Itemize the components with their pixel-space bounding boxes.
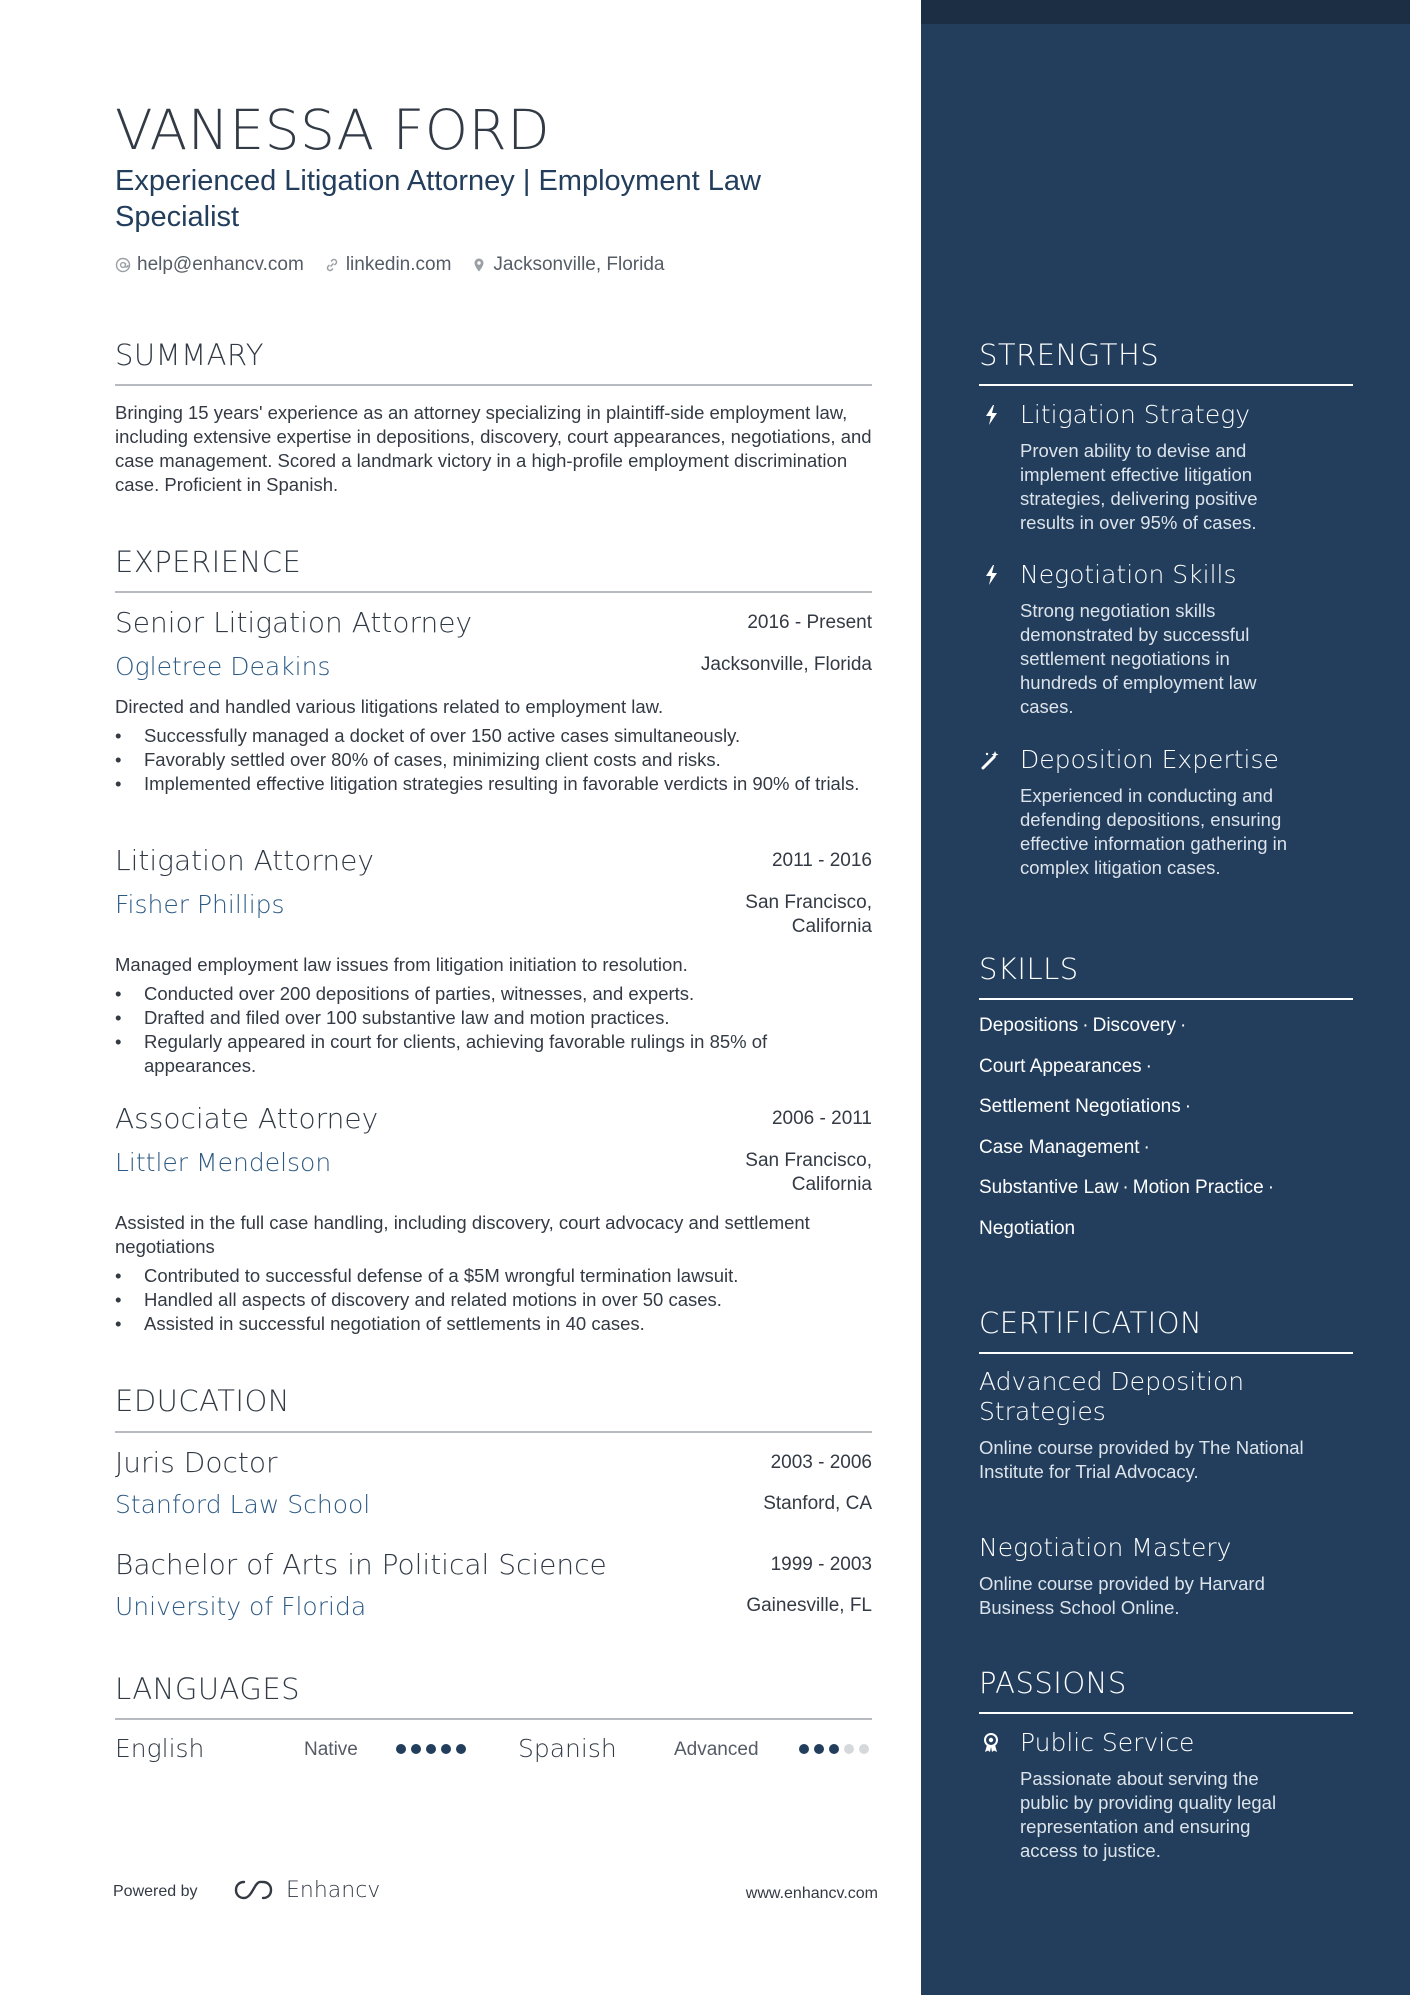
skill-tag: Motion Practice <box>1132 1177 1264 1198</box>
job-location-line: San Francisco, <box>745 1150 872 1171</box>
strength-desc: Strong negotiation skills demonstrated by successful settlement negotiations in hundreds of employment law cases. <box>1020 600 1257 717</box>
job-description: Assisted in the full case handling, including discovery, court advocacy and settlement negotiations <box>115 1212 810 1257</box>
list-item: • Drafted and filed over 100 substantive law and motion practices. <box>115 1006 875 1030</box>
candidate-headline: Experienced Litigation Attorney | Employment Law Specialist <box>115 165 761 233</box>
job-description: Managed employment law issues from litigation initiation to resolution. <box>115 954 688 975</box>
languages-divider <box>115 1718 872 1720</box>
contact-linkedin-text: linkedin.com <box>345 254 452 275</box>
skill-row: Case Management · <box>979 1136 1150 1158</box>
list-item: • Successfully managed a docket of over 150 active cases simultaneously. <box>115 724 875 748</box>
job-title: Litigation Attorney <box>115 844 374 877</box>
strengths-divider <box>979 384 1353 386</box>
certification-divider <box>979 1352 1353 1354</box>
skill-tag: Settlement Negotiations <box>979 1096 1181 1117</box>
list-item: • Regularly appeared in court for clients, achieving favorable rulings in 85% of appearances. <box>115 1030 875 1078</box>
job-date: 2006 - 2011 <box>771 1108 872 1129</box>
education-location: Gainesville, FL <box>746 1595 872 1616</box>
contact-email-text: help@enhancv.com <box>137 254 304 275</box>
job-company: Ogletree Deakins <box>115 652 331 681</box>
education-date: 1999 - 2003 <box>770 1554 872 1575</box>
sidebar-top-bar <box>921 0 1410 24</box>
education-location: Stanford, CA <box>763 1493 872 1514</box>
contact-location <box>471 254 664 276</box>
job-title: Senior Litigation Attorney <box>115 606 473 639</box>
job-location-line: California <box>791 916 872 937</box>
education-degree: Juris Doctor <box>115 1446 278 1479</box>
magic-wand-icon <box>980 749 1000 771</box>
lightning-bolt-icon <box>982 404 1002 426</box>
certification-desc: Online course provided by The National Institute for Trial Advocacy. <box>979 1437 1304 1482</box>
footer-url[interactable]: www.enhancv.com <box>745 1885 878 1902</box>
education-divider <box>115 1431 872 1433</box>
location-pin-icon <box>471 257 487 273</box>
strengths-title: STRENGTHS <box>979 338 1160 372</box>
skill-tag: Negotiation <box>979 1217 1076 1239</box>
education-school: University of Florida <box>115 1592 367 1621</box>
language-level: Advanced <box>674 1739 759 1760</box>
education-date: 2003 - 2006 <box>770 1452 872 1473</box>
list-item: • Conducted over 200 depositions of parties, witnesses, and experts. <box>115 982 875 1006</box>
list-item: • Handled all aspects of discovery and related motions in over 50 cases. <box>115 1288 875 1312</box>
rating-dot <box>859 1744 869 1754</box>
skill-tag: Depositions <box>979 1015 1079 1036</box>
candidate-name: VANESSA FORD <box>115 98 551 162</box>
education-title: EDUCATION <box>115 1384 291 1418</box>
language-name: English <box>115 1734 205 1763</box>
rating-dot <box>426 1744 436 1754</box>
job-description: Directed and handled various litigations related to employment law. <box>115 696 664 717</box>
summary-text: Bringing 15 years' experience as an attorney specializing in plaintiff-side employment law, including extensive expertise in depositions, discovery, court appearances, negotiations, and case management. Scored a landmark victory in a high-profile employment discrimination case. Proficient in Spanish. <box>115 402 872 495</box>
job-location <box>745 891 872 939</box>
education-degree: Bachelor of Arts in Political Science <box>115 1548 607 1581</box>
strength-title: Negotiation Skills <box>1020 560 1237 589</box>
skills-list <box>979 1014 1399 1257</box>
job-company: Fisher Phillips <box>115 890 285 919</box>
passions-divider <box>979 1712 1353 1714</box>
job-location-line: California <box>791 1174 872 1195</box>
skill-tag: Discovery <box>1092 1015 1177 1036</box>
skill-row: Settlement Negotiations · <box>979 1096 1192 1117</box>
strength-desc: Experienced in conducting and defending depositions, ensuring effective information gathering in complex litigation cases. <box>1020 785 1288 878</box>
job-location <box>745 1149 872 1197</box>
language-rating-spanish <box>799 1744 874 1754</box>
rating-dot <box>456 1744 466 1754</box>
skills-divider <box>979 998 1353 1000</box>
summary-divider <box>115 384 872 386</box>
skill-tag: Court Appearances <box>979 1055 1142 1077</box>
experience-divider <box>115 591 872 593</box>
certification-desc: Online course provided by Harvard Business School Online. <box>979 1573 1265 1618</box>
skill-row <box>979 1217 1399 1258</box>
contact-email[interactable] <box>115 254 304 276</box>
rating-dot <box>829 1744 839 1754</box>
summary-title: SUMMARY <box>115 338 265 372</box>
contact-info <box>115 254 685 276</box>
enhancv-logo-icon <box>232 1877 278 1903</box>
language-rating-english <box>396 1744 471 1754</box>
rating-dot <box>814 1744 824 1754</box>
rating-dot <box>844 1744 854 1754</box>
award-ribbon-icon <box>981 1732 1001 1754</box>
certification-name: Advanced Deposition Strategies <box>979 1367 1245 1426</box>
passion-desc: Passionate about serving the public by providing quality legal representation and ensuring access to justice. <box>1020 1768 1277 1861</box>
skill-row: Court Appearances · <box>979 1055 1152 1077</box>
passions-title: PASSIONS <box>979 1666 1127 1700</box>
passion-title: Public Service <box>1020 1728 1195 1757</box>
language-name: Spanish <box>518 1734 617 1763</box>
skill-row: Substantive Law · Motion Practice · <box>979 1177 1275 1198</box>
at-icon <box>115 257 131 273</box>
languages-title: LANGUAGES <box>115 1672 301 1706</box>
list-item: • Favorably settled over 80% of cases, minimizing client costs and risks. <box>115 748 875 772</box>
certification-name: Negotiation Mastery <box>979 1533 1232 1562</box>
link-icon <box>324 257 340 273</box>
job-title: Associate Attorney <box>115 1102 379 1135</box>
rating-dot <box>411 1744 421 1754</box>
job-date: 2016 - Present <box>747 612 872 633</box>
job-company: Littler Mendelson <box>115 1148 332 1177</box>
language-level: Native <box>304 1739 358 1760</box>
job-location-line: San Francisco, <box>745 892 872 913</box>
enhancv-brand: Enhancv <box>286 1877 381 1903</box>
list-item: • Contributed to successful defense of a $5M wrongful termination lawsuit. <box>115 1264 875 1288</box>
skills-title: SKILLS <box>979 952 1079 986</box>
skill-tag: Substantive Law <box>979 1177 1119 1198</box>
contact-linkedin[interactable] <box>324 254 452 276</box>
contact-location-text: Jacksonville, Florida <box>493 254 665 275</box>
list-item: • Assisted in successful negotiation of settlements in 40 cases. <box>115 1312 875 1336</box>
list-item: • Implemented effective litigation strategies resulting in favorable verdicts in 90% of trials. <box>115 772 875 796</box>
powered-by-label: Powered by <box>113 1883 198 1900</box>
job-bullets <box>115 1264 875 1336</box>
certification-title: CERTIFICATION <box>979 1306 1203 1340</box>
rating-dot <box>799 1744 809 1754</box>
education-school: Stanford Law School <box>115 1490 371 1519</box>
rating-dot <box>396 1744 406 1754</box>
skill-tag: Case Management <box>979 1136 1140 1158</box>
lightning-bolt-icon <box>982 564 1002 586</box>
job-date: 2011 - 2016 <box>771 850 872 871</box>
rating-dot <box>441 1744 451 1754</box>
enhancv-logo[interactable] <box>232 1877 380 1903</box>
sidebar <box>921 0 1410 1995</box>
job-bullets <box>115 724 875 796</box>
strength-desc: Proven ability to devise and implement effective litigation strategies, delivering positive results in over 95% of cases. <box>1020 440 1258 533</box>
strength-title: Litigation Strategy <box>1020 400 1251 429</box>
skill-row: Depositions · Discovery · <box>979 1015 1187 1036</box>
job-bullets <box>115 982 875 1078</box>
strength-title: Deposition Expertise <box>1020 745 1279 774</box>
experience-title: EXPERIENCE <box>115 545 302 579</box>
job-location: Jacksonville, Florida <box>700 654 872 675</box>
